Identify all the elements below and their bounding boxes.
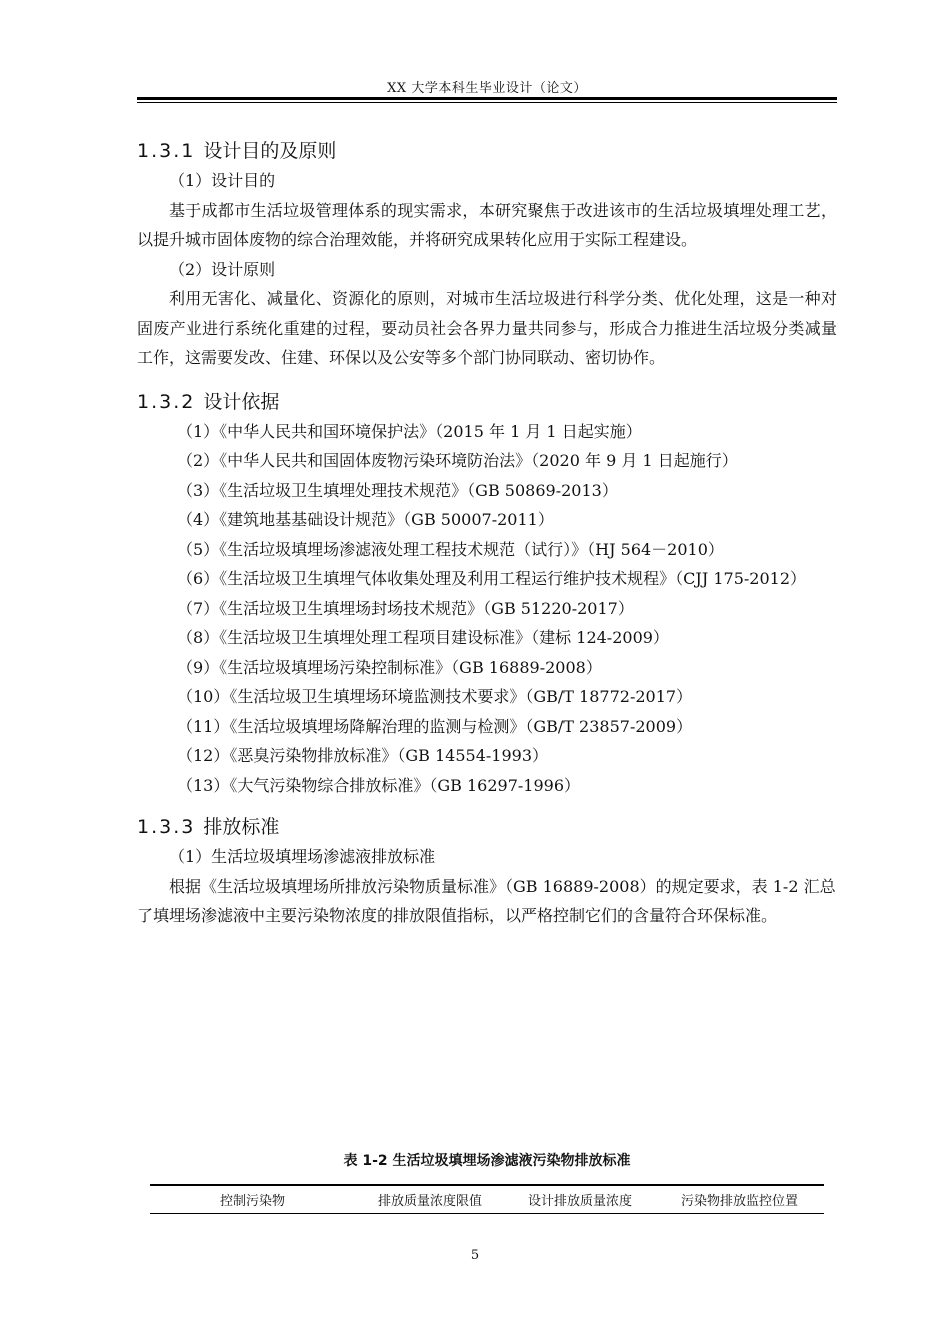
reference-item: （6）《生活垃圾卫生填埋气体收集处理及利用工程运行维护技术规程》（CJJ 175-2012） [177, 569, 807, 588]
reference-item: （9）《生活垃圾填埋场污染控制标准》（GB 16889-2008） [177, 657, 602, 677]
column-header: 污染物排放监控位置 [680, 1194, 798, 1209]
column-header: 排放质量浓度限值 [377, 1194, 482, 1209]
table-header-row [150, 1186, 824, 1213]
table-caption: 表 1-2 生活垃圾填埋场渗滤液污染物排放标准 [343, 1153, 631, 1169]
reference-item: （12）《恶臭污染物排放标准》（GB 14554-1993） [177, 746, 549, 765]
section-number: 1.3.2 [137, 390, 196, 413]
section-number: 1.3.1 [137, 140, 196, 162]
reference-item: （5）《生活垃圾填埋场渗滤液处理工程技术规范（试行）》（HJ 564－2010） [177, 539, 724, 559]
reference-item: （8）《生活垃圾卫生填埋处理工程项目建设标准》（建标 124-2009） [177, 628, 669, 647]
emission-standard-table [150, 1184, 824, 1214]
reference-item: （2）《中华人民共和国固体废物污染环境防治法》（2020 年 9 月 1 日起施行） [177, 451, 738, 470]
subheading-design-principle: （2）设计原则 [169, 259, 276, 279]
subheading-leachate-standard: （1）生活垃圾填埋场渗滤液排放标准 [169, 847, 436, 866]
section-heading-1-3-1 [137, 136, 837, 166]
reference-item: （4）《建筑地基基础设计规范》（GB 50007-2011） [177, 510, 554, 529]
paragraph-leachate-standard: 根据《生活垃圾填埋场所排放污染物质量标准》（GB 16889-2008）的规定要求，表 1-2 汇总了填埋场渗滤液中主要污染物浓度的排放限值指标，以严格控制它们的含量符合环保标准。 [137, 876, 836, 925]
reference-item: （10）《生活垃圾卫生填埋场环境监测技术要求》（GB/T 18772-2017） [177, 687, 693, 706]
table-header-rule [150, 1213, 824, 1214]
reference-item: （3）《生活垃圾卫生填埋处理技术规范》（GB 50869-2013） [177, 480, 618, 500]
paragraph-design-principle: 利用无害化、减量化、资源化的原则，对城市生活垃圾进行科学分类、优化处理，这是一种对固废产业进行系统化重建的过程，要动员社会各界力量共同参与，形成合力推进生活垃圾分类减量工作，这需要发改、住建、环保以及公安等多个部门协同联动、密切协作。 [137, 289, 837, 367]
reference-item: （1）《中华人民共和国环境保护法》（2015 年 1 月 1 日起实施） [177, 421, 642, 441]
section-heading-1-3-3 [137, 812, 837, 842]
section-title: 排放标准 [203, 816, 280, 838]
paragraph-design-purpose: 基于成都市生活垃圾管理体系的现实需求，本研究聚焦于改进该市的生活垃圾填埋处理工艺，以提升城市固体废物的综合治理效能，并将研究成果转化应用于实际工程建设。 [137, 200, 837, 249]
reference-item: （13）《大气污染物综合排放标准》（GB 16297-1996） [177, 775, 581, 795]
reference-item: （7）《生活垃圾卫生填埋场封场技术规范》（GB 51220-2017） [177, 598, 634, 618]
running-header: XX 大学本科生毕业设计（论文） [387, 81, 587, 96]
subheading-design-purpose: （1）设计目的 [169, 171, 276, 190]
section-title: 设计依据 [203, 390, 280, 413]
section-title: 设计目的及原则 [203, 140, 337, 162]
body-content [137, 136, 837, 931]
header-rule-thick [137, 97, 837, 100]
reference-item: （11）《生活垃圾填埋场降解治理的监测与检测》（GB/T 23857-2009） [177, 716, 693, 736]
header-rule-thin [137, 102, 837, 103]
column-header: 设计排放质量浓度 [527, 1194, 632, 1209]
section-number: 1.3.3 [137, 816, 196, 838]
page-number: 5 [470, 1248, 480, 1263]
section-heading-1-3-2 [137, 387, 837, 417]
column-header: 控制污染物 [219, 1194, 285, 1209]
